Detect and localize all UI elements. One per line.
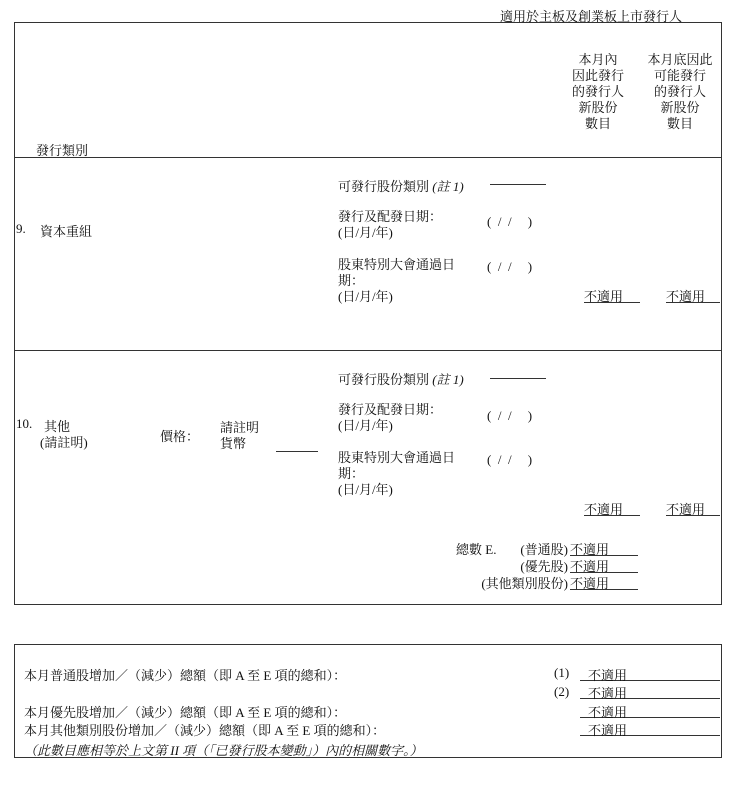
section9-date-field[interactable]: ( / / ) <box>487 214 533 229</box>
total-e-value-preference[interactable]: 不適用 <box>570 556 638 573</box>
total-e-type-other: (其他類別股份) <box>481 576 568 591</box>
summary-preference-label: 本月優先股增加／（減少）總額（即 A 至 E 項的總和）： <box>24 705 347 720</box>
section9-date-label: 發行及配發日期： <box>338 209 443 224</box>
summary-other-label: 本月其他類別股份增加／（減少）總額（即 A 至 E 項的總和）： <box>24 723 386 738</box>
section9-col2-value[interactable]: 不適用 <box>666 286 720 303</box>
summary-value-preference[interactable]: 不適用 <box>580 702 720 718</box>
section9-egm-field[interactable]: ( / / ) <box>487 259 533 274</box>
total-e-value-other[interactable]: 不適用 <box>570 573 638 590</box>
summary-ordinary-label: 本月普通股增加／（減少）總額（即 A 至 E 項的總和）： <box>24 668 347 683</box>
col1-header: 本月內 因此發行 的發行人 新股份 數目 <box>571 52 624 131</box>
summary-value-ordinary-1[interactable]: 不適用 <box>580 665 720 681</box>
section10-egm-label-1: 股東特別大會通過日 <box>338 450 456 465</box>
total-e-type-ordinary: (普通股) <box>520 542 568 557</box>
section9-title: 資本重組 <box>40 224 93 239</box>
section10-date-format: (日/月/年) <box>338 418 393 433</box>
summary-value-other[interactable]: 不適用 <box>580 720 720 736</box>
section10-egm-label-2: 期： <box>338 466 365 481</box>
section9-egm-label-2: 期： <box>338 273 365 288</box>
section10-price-label: 價格： <box>160 429 200 444</box>
section9-egm-format: (日/月/年) <box>338 289 393 304</box>
summary-value-ordinary-2[interactable]: 不適用 <box>580 683 720 699</box>
section10-number: 10. <box>16 416 33 431</box>
section9-number: 9. <box>16 221 26 236</box>
summary-marker-2: (2) <box>554 684 570 699</box>
header-divider <box>14 157 722 158</box>
section9-date-format: (日/月/年) <box>338 225 393 240</box>
total-e-type-preference: (優先股) <box>520 559 568 574</box>
total-e-label: 總數 E. <box>456 542 497 557</box>
section10-col2-value[interactable]: 不適用 <box>666 499 720 516</box>
section10-col1-value[interactable]: 不適用 <box>584 499 640 516</box>
section10-date-field[interactable]: ( / / ) <box>487 408 533 423</box>
section10-title: 其他 <box>44 419 71 434</box>
section10-price-field[interactable] <box>276 451 318 452</box>
section9-class-label: 可發行股份類別 (註 1) <box>338 179 464 194</box>
total-e-value-ordinary[interactable]: 不適用 <box>570 539 638 556</box>
section10-currency-1: 請註明 <box>220 420 260 435</box>
section10-title-sub: (請註明) <box>40 435 88 450</box>
summary-note: （此數目應相等於上文第 II 項（「已發行股本變動」）內的相關數字。） <box>24 743 423 758</box>
summary-marker-1: (1) <box>554 665 570 680</box>
section9-class-field[interactable] <box>490 184 546 185</box>
applicability-note: 適用於主板及創業板上市發行人 <box>500 9 683 24</box>
section10-date-label: 發行及配發日期： <box>338 402 443 417</box>
section10-currency-2: 貨幣 <box>220 436 247 451</box>
issue-type-header: 發行類別 <box>36 143 89 158</box>
section9-egm-label-1: 股東特別大會通過日 <box>338 257 456 272</box>
section10-class-field[interactable] <box>490 378 546 379</box>
section10-egm-field[interactable]: ( / / ) <box>487 452 533 467</box>
col2-header: 本月底因此 可能發行 的發行人 新股份 數目 <box>647 52 713 131</box>
section10-egm-format: (日/月/年) <box>338 482 393 497</box>
section-divider <box>14 350 722 351</box>
section10-class-label: 可發行股份類別 (註 1) <box>338 372 464 387</box>
section9-col1-value[interactable]: 不適用 <box>584 286 640 303</box>
